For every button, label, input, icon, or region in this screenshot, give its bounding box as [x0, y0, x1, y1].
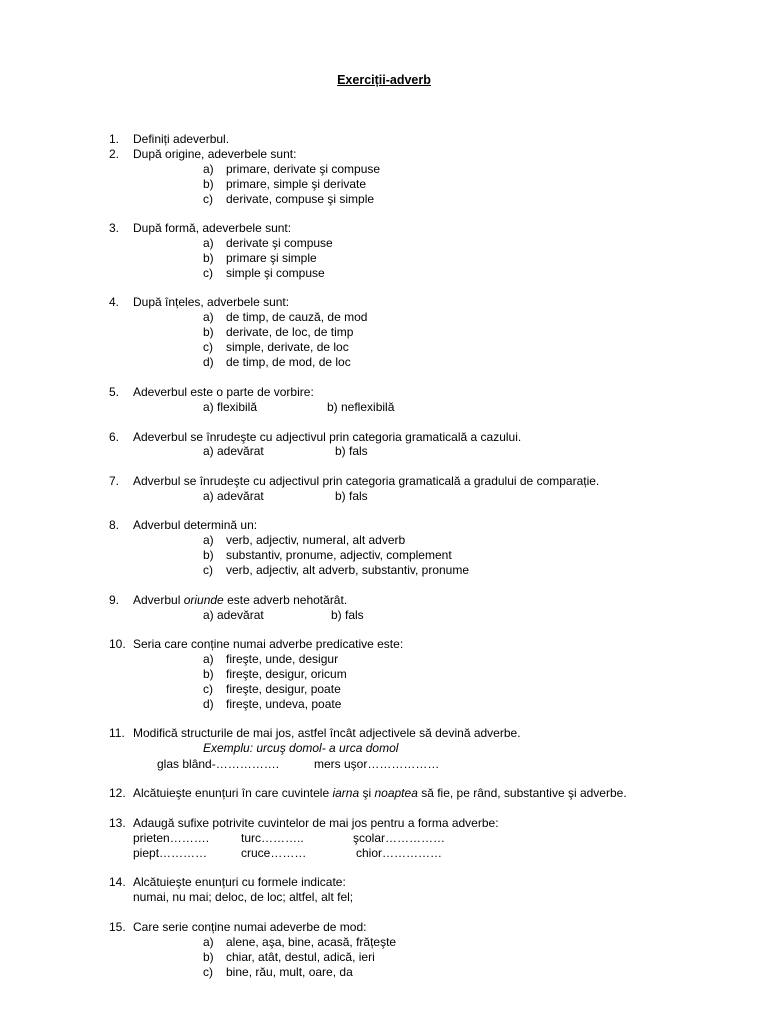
question-number: 15.: [109, 920, 126, 934]
option-text: de timp, de cauză, de mod: [226, 310, 368, 324]
example-text: Exemplu: urcuş domol- a urca domol: [203, 741, 399, 755]
question-number: 9.: [109, 593, 120, 607]
option-letter: d): [203, 697, 214, 711]
option-letter: b): [203, 950, 214, 964]
word-item: piept…………: [133, 846, 208, 860]
question-number: 8.: [109, 518, 120, 532]
option-letter: a): [203, 533, 214, 547]
question-number: 14.: [109, 875, 126, 889]
choice-b: b) fals: [331, 608, 364, 622]
option-letter: b): [203, 177, 214, 191]
option-letter: b): [203, 548, 214, 562]
question-text: După înțeles, adverbele sunt:: [133, 295, 290, 309]
question-text: După formă, adeverbele sunt:: [133, 221, 292, 235]
option-letter: a): [203, 935, 214, 949]
question-number: 6.: [109, 430, 120, 444]
choice-a: a) flexibilă: [203, 400, 258, 414]
option-letter: c): [203, 965, 213, 979]
option-letter: c): [203, 682, 213, 696]
word-item: turc………..: [241, 831, 304, 845]
question-number: 12.: [109, 786, 126, 800]
choice-b: b) fals: [335, 489, 368, 503]
question-text: După origine, adeverbele sunt:: [133, 147, 297, 161]
option-letter: c): [203, 340, 213, 354]
option-text: fireşte, unde, desigur: [226, 652, 339, 666]
option-text: primare, simple şi derivate: [226, 177, 367, 191]
option-text: derivate, compuse şi simple: [226, 192, 375, 206]
option-letter: a): [203, 652, 214, 666]
option-text: fireşte, desigur, oricum: [226, 667, 347, 681]
option-letter: b): [203, 325, 214, 339]
question-number: 1.: [109, 132, 120, 146]
question-number: 10.: [109, 637, 126, 651]
exercise-item: mers uşor………………: [314, 757, 440, 771]
choice-a: a) adevărat: [203, 489, 264, 503]
option-letter: a): [203, 236, 214, 250]
italic-word: iarna: [332, 786, 360, 800]
choice-a: a) adevărat: [203, 444, 264, 458]
option-text: primare şi simple: [226, 251, 317, 265]
question-text: Alcătuieşte enunțuri cu formele indicate:: [133, 875, 346, 889]
word-item: cruce………: [241, 846, 307, 860]
option-text: primare, derivate şi compuse: [226, 162, 381, 176]
question-text: Care serie conține numai adeverbe de mod:: [133, 920, 367, 934]
italic-word: oriunde: [183, 593, 224, 607]
option-text: derivate, de loc, de timp: [226, 325, 354, 339]
question-text: [133, 593, 347, 608]
question-text-pre: Alcătuieşte enunțuri în care cuvintele: [133, 786, 333, 800]
question-text: Adeverbul este o parte de vorbire:: [133, 385, 314, 399]
question-number: 11.: [109, 726, 125, 740]
option-text: bine, rău, mult, oare, da: [226, 965, 353, 979]
question-number: 3.: [109, 221, 120, 235]
exercise-item: glas blând-…………….: [157, 757, 280, 771]
option-text: fireşte, undeva, poate: [226, 697, 342, 711]
option-text: de timp, de mod, de loc: [226, 355, 351, 369]
option-letter: d): [203, 355, 214, 369]
option-text: derivate şi compuse: [226, 236, 333, 250]
question-text-post: este adverb nehotărât.: [223, 593, 348, 607]
question-number: 5.: [109, 385, 120, 399]
question-text-pre: Adverbul: [133, 593, 184, 607]
option-letter: b): [203, 667, 214, 681]
option-text: alene, aşa, bine, acasă, frățeşte: [226, 935, 397, 949]
option-text: verb, adjectiv, numeral, alt adverb: [226, 533, 406, 547]
question-text: Adaugă sufixe potrivite cuvintelor de mai jos pentru a forma adverbe:: [133, 816, 499, 830]
question-text: Seria care conține numai adverbe predicative este:: [133, 637, 404, 651]
option-letter: b): [203, 251, 214, 265]
option-letter: c): [203, 192, 213, 206]
italic-word: noaptea: [374, 786, 418, 800]
question-text: Modifică structurile de mai jos, astfel încât adjectivele să devină adverbe.: [133, 726, 521, 740]
choice-a: a) adevărat: [203, 608, 264, 622]
question-text: Adverbul se înrudeşte cu adjectivul prin categoria gramaticală a gradului de comparație.: [133, 474, 600, 488]
question-text-post: să fie, pe rând, substantive şi adverbe.: [417, 786, 627, 800]
option-text: fireşte, desigur, poate: [226, 682, 341, 696]
question-number: 2.: [109, 147, 120, 161]
option-text: simple, derivate, de loc: [226, 340, 349, 354]
forms-text: numai, nu mai; deloc, de loc; altfel, alt fel;: [133, 890, 354, 904]
option-letter: a): [203, 310, 214, 324]
page-title: Exerciții-adverb: [337, 73, 431, 87]
question-text: [133, 786, 627, 801]
option-text: simple şi compuse: [226, 266, 325, 280]
choice-b: b) neflexibilă: [327, 400, 395, 414]
question-number: 4.: [109, 295, 120, 309]
question-number: 7.: [109, 474, 120, 488]
word-item: prieten……….: [133, 831, 210, 845]
option-letter: c): [203, 563, 213, 577]
question-text: Definiți adeverbul.: [133, 132, 230, 146]
option-text: verb, adjectiv, alt adverb, substantiv, pronume: [226, 563, 470, 577]
word-item: chior……………: [356, 846, 443, 860]
question-number: 13.: [109, 816, 126, 830]
option-text: chiar, atât, destul, adică, ieri: [226, 950, 375, 964]
option-letter: c): [203, 266, 213, 280]
question-text-mid: şi: [359, 786, 375, 800]
option-text: substantiv, pronume, adjectiv, complement: [226, 548, 452, 562]
question-text: Adeverbul se înrudeşte cu adjectivul prin categoria gramaticală a cazului.: [133, 430, 522, 444]
choice-b: b) fals: [335, 444, 368, 458]
question-text: Adverbul determină un:: [133, 518, 258, 532]
option-letter: a): [203, 162, 214, 176]
word-item: şcolar……………: [353, 831, 446, 845]
